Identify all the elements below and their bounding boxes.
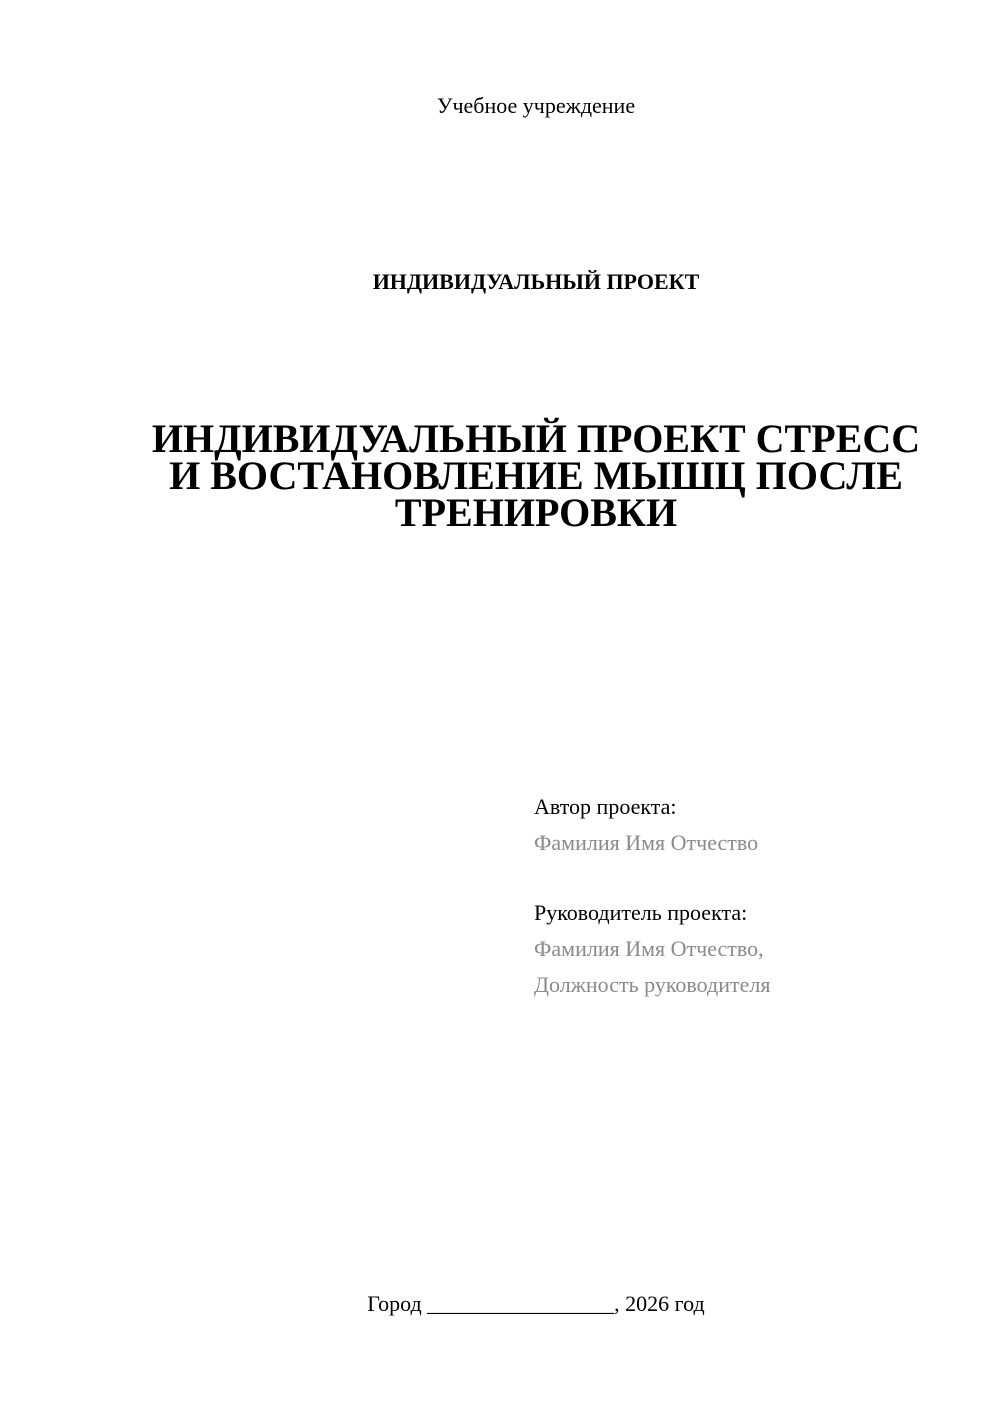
institution-name: Учебное учреждение: [436, 93, 636, 118]
supervisor-label: Руководитель проекта:: [534, 900, 748, 925]
project-title-line: ИНДИВИДУАЛЬНЫЙ ПРОЕКТ СТРЕСС: [151, 416, 921, 461]
project-type-heading: ИНДИВИДУАЛЬНЫЙ ПРОЕКТ: [372, 269, 700, 294]
project-title: [150, 416, 922, 535]
author-name: Фамилия Имя Отчество: [534, 830, 759, 855]
project-title-line: И ВОСТАНОВЛЕНИЕ МЫШЦ ПОСЛЕ: [169, 453, 903, 498]
author-label: Автор проекта:: [534, 794, 677, 819]
credits-block: [534, 789, 974, 1003]
supervisor-name: Фамилия Имя Отчество,: [534, 936, 764, 961]
city-year-line: Город _________________, 2026 год: [367, 1291, 705, 1316]
credits-spacer: [534, 861, 974, 895]
project-title-line: ТРЕНИРОВКИ: [394, 490, 678, 535]
supervisor-position: Должность руководителя: [534, 972, 771, 997]
